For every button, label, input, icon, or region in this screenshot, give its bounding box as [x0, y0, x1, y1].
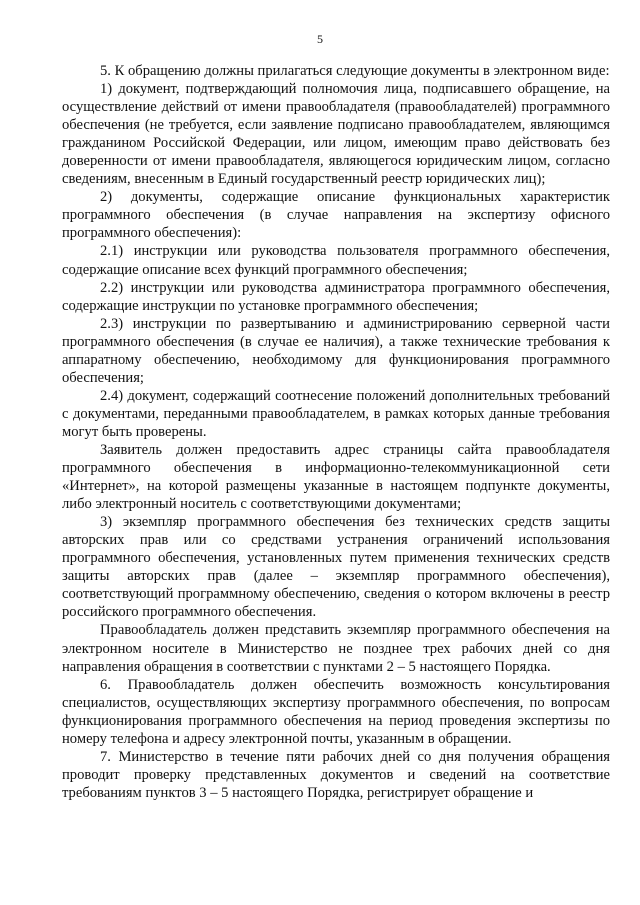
paragraph-rightholder-note: Правообладатель должен представить экземпляр программного обеспечения на электронном носителе в Министерство не позднее трех рабочих дней со дня направления обращения в соответствии с пунктами 2 – 5 настоящего Порядка.	[62, 622, 610, 675]
paragraph-applicant-note: Заявитель должен предоставить адрес страницы сайта правообладателя программного обеспечения в информационно-телекоммуникационной сети «Интернет», на которой размещены указанные в настоящем подпункте документы, либо электронный носитель с соответствующими документами;	[62, 441, 610, 513]
paragraph-subitem-2-1: 2.1) инструкции или руководства пользователя программного обеспечения, содержащие описание всех функций программного обеспечения;	[62, 243, 610, 278]
paragraph-subitem-2-4: 2.4) документ, содержащий соотнесение положений дополнительных требований с документами, переданными правообладателем, в рамках которых данные требования могут быть проверены.	[62, 387, 610, 440]
paragraph-item-7: 7. Министерство в течение пяти рабочих дней со дня получения обращения проводит проверку представленных документов и сведений на соответствие требованиям пунктов 3 – 5 настоящего Порядка, регистрирует обращение и	[62, 748, 610, 801]
paragraph-item-5: 5. К обращению должны прилагаться следующие документы в электронном виде:	[100, 63, 610, 79]
paragraph-subitem-1: 1) документ, подтверждающий полномочия лица, подписавшего обращение, на осуществление действий от имени правообладателя (правообладателей) программного обеспечения (не требуется, если заявление подписано правообладателем, являющимся гражданином Российской Федерации, или лицом, имеющим право действовать без доверенности от имени правообладателя, являющегося юридическим лицом, согласно сведениям, внесенным в Единый государственный реестр юридических лиц);	[62, 81, 610, 188]
paragraph-subitem-2-3: 2.3) инструкции по развертыванию и администрированию серверной части программного обеспечения (в случае ее наличия), а также технические требования к аппаратному обеспечению, необходимому для функционирования программного обеспечения;	[62, 315, 610, 386]
paragraph-subitem-3: 3) экземпляр программного обеспечения без технических средств защиты авторских прав или со средствами устранения ограничений использования программного обеспечения, установленных путем применения технических средств защиты авторских прав (далее – экземпляр программного обеспечения), соответствующий программному обеспечению, сведения о котором включены в реестр российского программного обеспечения.	[62, 514, 610, 621]
page-number: 5	[317, 32, 323, 46]
paragraph-item-6: 6. Правообладатель должен обеспечить возможность консультирования специалистов, осуществляющих экспертизу программного обеспечения, по вопросам функционирования программного обеспечения на период проведения экспертизы по номеру телефона и адресу электронной почты, указанным в обращении.	[62, 676, 610, 747]
paragraph-subitem-2-2: 2.2) инструкции или руководства администратора программного обеспечения, содержащие инструкции по установке программного обеспечения;	[62, 279, 610, 314]
document-body	[62, 62, 610, 802]
paragraph-subitem-2: 2) документы, содержащие описание функциональных характеристик программного обеспечения (в случае направления на экспертизу офисного программного обеспечения):	[62, 189, 610, 242]
